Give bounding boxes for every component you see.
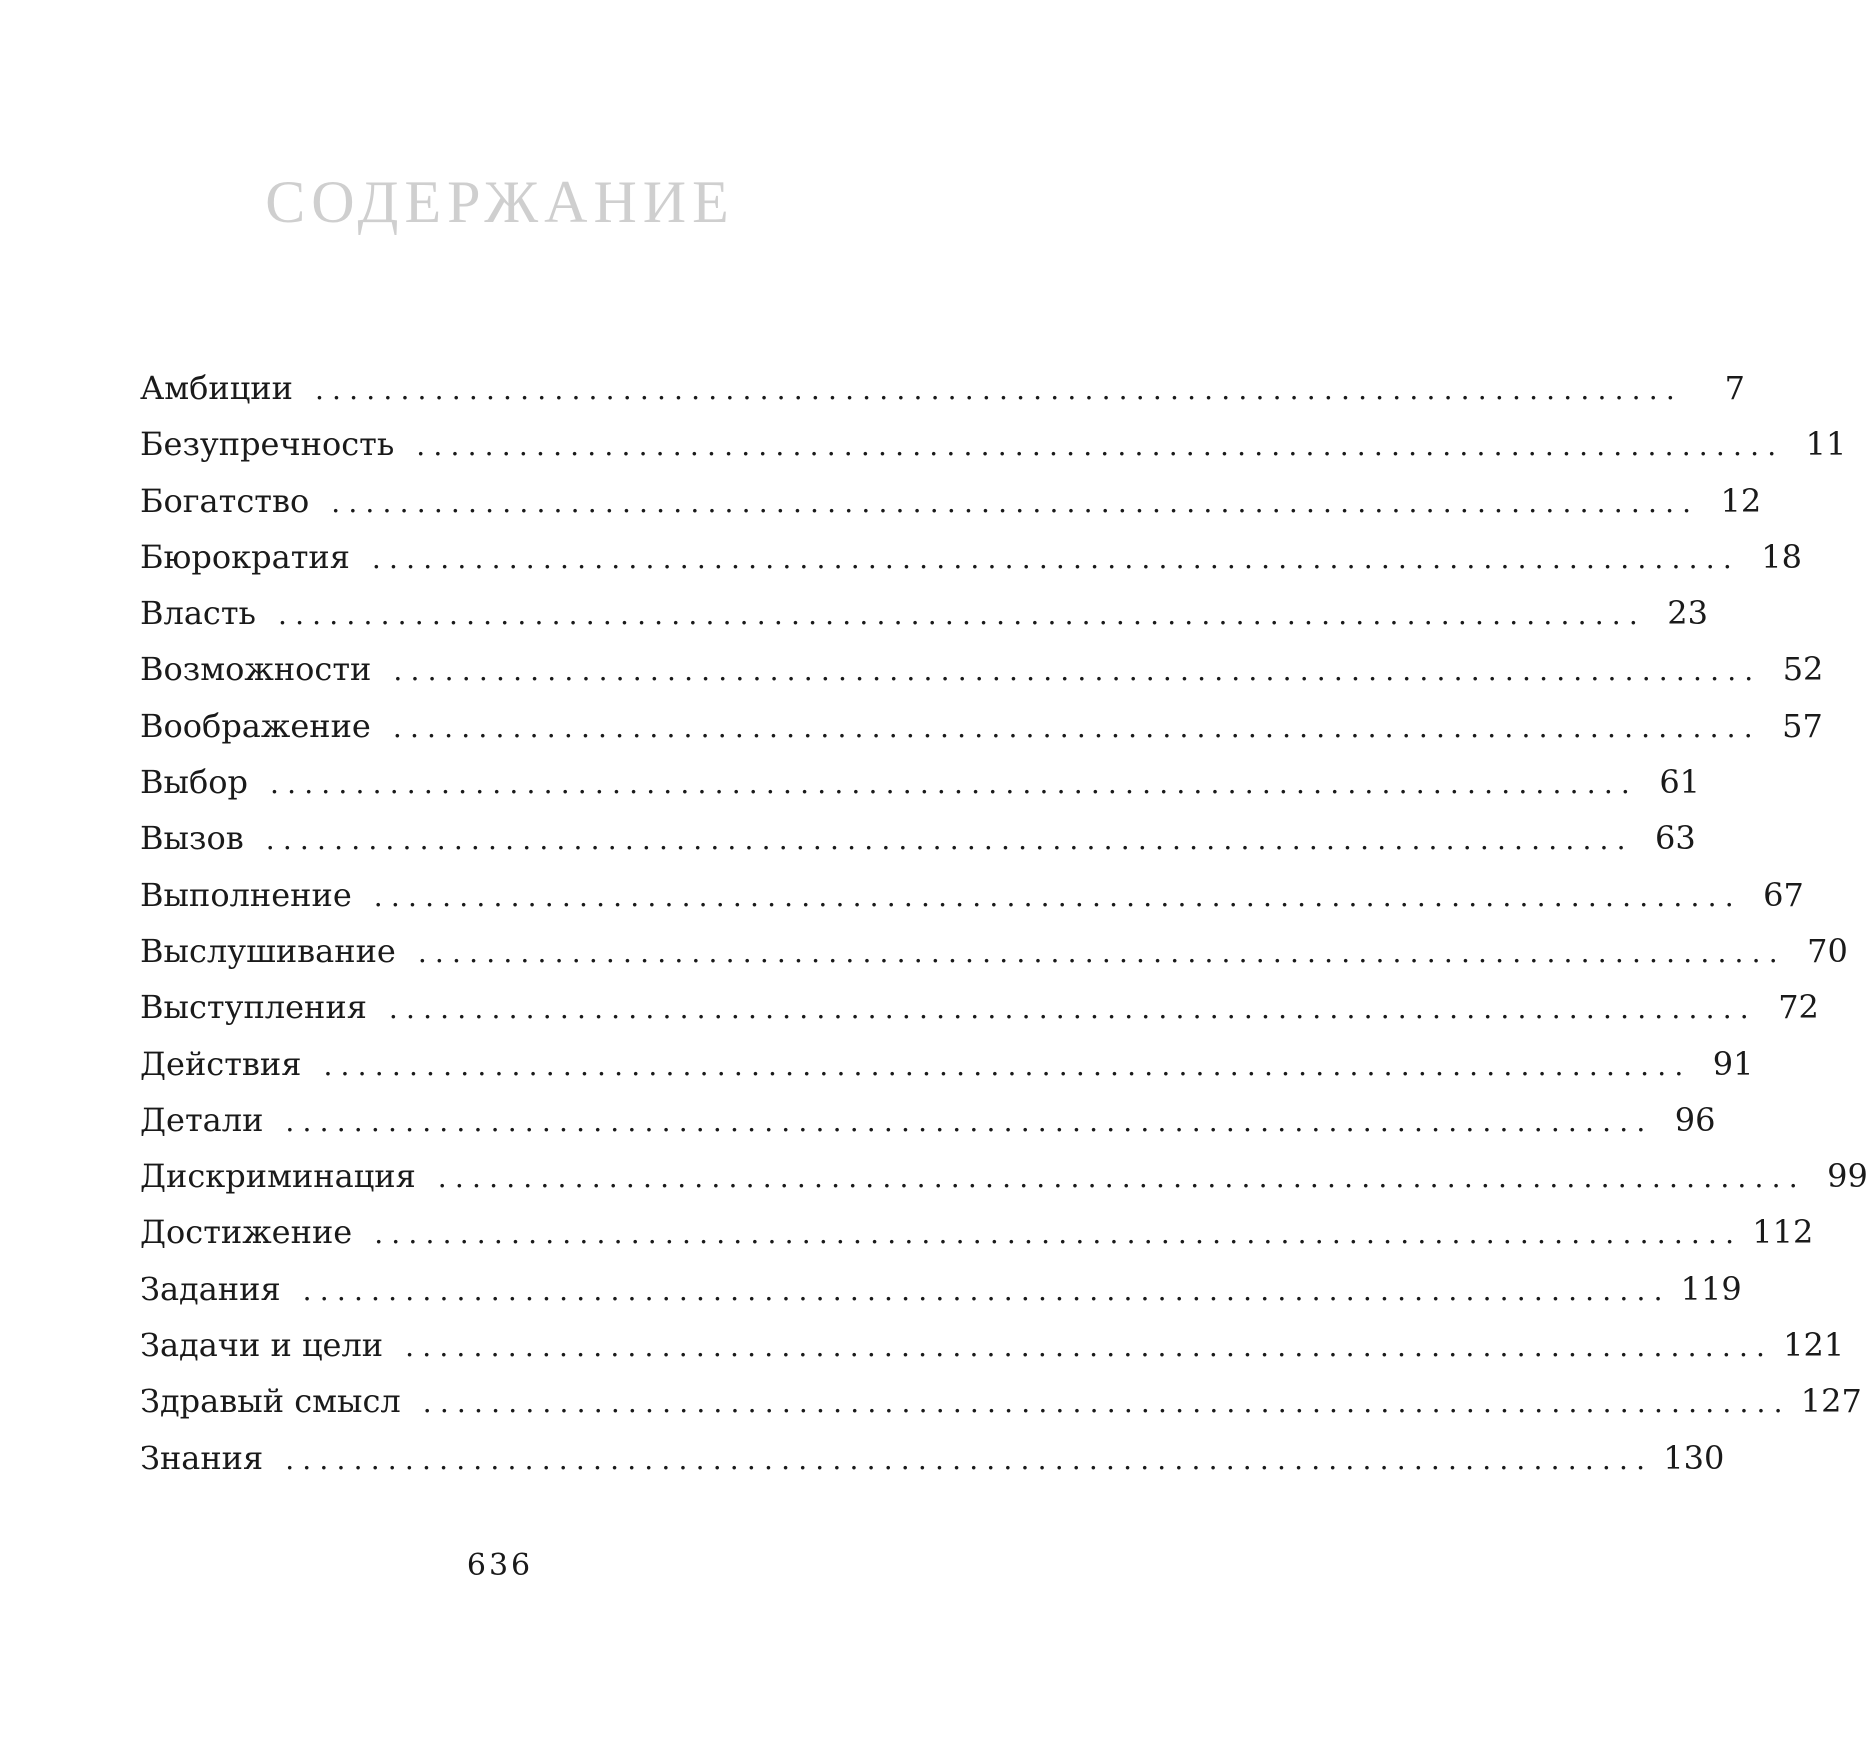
toc-entry-page: 130 (1663, 1438, 1725, 1477)
dot-leader: ................................................................................ (437, 1161, 1806, 1195)
toc-entry-label: Знания (140, 1438, 264, 1477)
toc-entry-label: Выполнение (140, 875, 352, 914)
dot-leader: ................................................................................ (393, 654, 1762, 688)
toc-entry[interactable] (140, 1148, 1868, 1204)
toc-entry-label: Бюрократия (140, 537, 350, 576)
toc-entry[interactable] (140, 1430, 1725, 1486)
toc-entry-page: 112 (1752, 1213, 1814, 1252)
toc-entry[interactable] (140, 1092, 1716, 1148)
dot-leader: ................................................................................ (331, 485, 1700, 519)
toc-entry-page: 99 (1827, 1157, 1868, 1196)
toc-entry-page: 96 (1674, 1100, 1716, 1139)
toc-entry-label: Вызов (140, 819, 244, 858)
dot-leader: ................................................................................ (302, 1273, 1671, 1307)
dot-leader: ................................................................................ (265, 823, 1634, 857)
toc-entry[interactable] (140, 585, 1708, 641)
dot-leader: ................................................................................ (373, 879, 1742, 913)
toc-entry[interactable] (140, 1204, 1814, 1260)
toc-entry[interactable] (140, 1373, 1862, 1429)
toc-entry-page: 11 (1805, 425, 1847, 464)
toc-entry-page: 67 (1763, 875, 1804, 914)
toc-entry[interactable] (140, 529, 1802, 585)
toc-entry-page: 119 (1680, 1269, 1742, 1308)
dot-leader: ................................................................................ (371, 541, 1740, 575)
toc-entry-page: 52 (1782, 650, 1824, 689)
dot-leader: ................................................................................ (392, 710, 1761, 744)
toc-entry[interactable] (140, 473, 1762, 529)
toc-entry-label: Власть (140, 594, 256, 633)
toc-entry-label: Воображение (140, 706, 371, 745)
dot-leader: ................................................................................ (416, 429, 1785, 463)
dot-leader: ................................................................................ (285, 1442, 1654, 1476)
dot-leader: ................................................................................ (285, 1104, 1654, 1138)
toc-entry[interactable] (140, 360, 1745, 416)
toc-entry-page: 57 (1782, 706, 1823, 745)
toc-entry-page: 61 (1659, 763, 1701, 802)
toc-entry-label: Амбиции (140, 369, 293, 407)
toc-entry[interactable] (140, 1317, 1845, 1373)
toc-entry-label: Выбор (140, 763, 248, 802)
toc-entry-label: Задания (140, 1269, 281, 1308)
toc-entry-label: Задачи и цели (140, 1326, 384, 1365)
toc-entry[interactable] (140, 754, 1701, 810)
dot-leader: ................................................................................ (422, 1386, 1791, 1420)
toc-entry-page: 70 (1807, 931, 1848, 970)
toc-entry-page: 91 (1712, 1044, 1754, 1083)
toc-entry[interactable] (140, 1036, 1754, 1092)
dot-leader: ................................................................................ (374, 1217, 1743, 1251)
dot-leader: ................................................................................ (405, 1330, 1774, 1364)
toc-entry-page: 18 (1761, 537, 1802, 576)
toc-entry-label: Достижение (140, 1213, 353, 1252)
toc-entry-label: Безупречность (140, 425, 395, 464)
toc-entry-label: Дискриминация (140, 1157, 416, 1196)
dot-leader: ................................................................................ (323, 1048, 1692, 1082)
toc-entry-label: Богатство (140, 481, 310, 520)
toc-entry-label: Здравый смысл (140, 1382, 401, 1421)
dot-leader: ................................................................................ (417, 935, 1786, 969)
dot-leader: ................................................................................ (277, 598, 1646, 632)
toc-entry[interactable] (140, 1261, 1742, 1317)
toc-entry[interactable] (140, 810, 1696, 866)
toc-entry[interactable] (140, 979, 1819, 1035)
toc-entry-label: Действия (140, 1044, 302, 1083)
toc-entry-page: 12 (1720, 481, 1762, 520)
toc-entry[interactable] (140, 923, 1848, 979)
toc-entry-page: 72 (1778, 988, 1819, 1027)
dot-leader: ................................................................................ (314, 373, 1683, 406)
toc-entry-label: Выслушивание (140, 931, 396, 970)
toc-entry[interactable] (140, 641, 1824, 697)
toc-entry[interactable] (140, 867, 1804, 923)
toc-entry-page: 63 (1655, 819, 1696, 858)
toc-entry-page: 23 (1667, 594, 1708, 633)
dot-leader: ................................................................................ (270, 767, 1639, 801)
toc-entry-label: Возможности (140, 650, 372, 689)
toc-entry-page: 121 (1783, 1326, 1845, 1365)
toc-entry[interactable] (140, 416, 1847, 472)
toc-entry-label: Выступления (140, 988, 367, 1027)
toc-entry-page: 127 (1800, 1382, 1862, 1421)
toc-entry[interactable] (140, 698, 1823, 754)
toc-entry-label: Детали (140, 1100, 264, 1139)
page-title: СОДЕРЖАНИЕ (265, 169, 735, 235)
page-number: 636 (466, 1548, 534, 1583)
toc-entry-page: 7 (1724, 369, 1745, 407)
dot-leader: ................................................................................ (388, 992, 1757, 1026)
table-of-contents (140, 360, 1868, 1486)
